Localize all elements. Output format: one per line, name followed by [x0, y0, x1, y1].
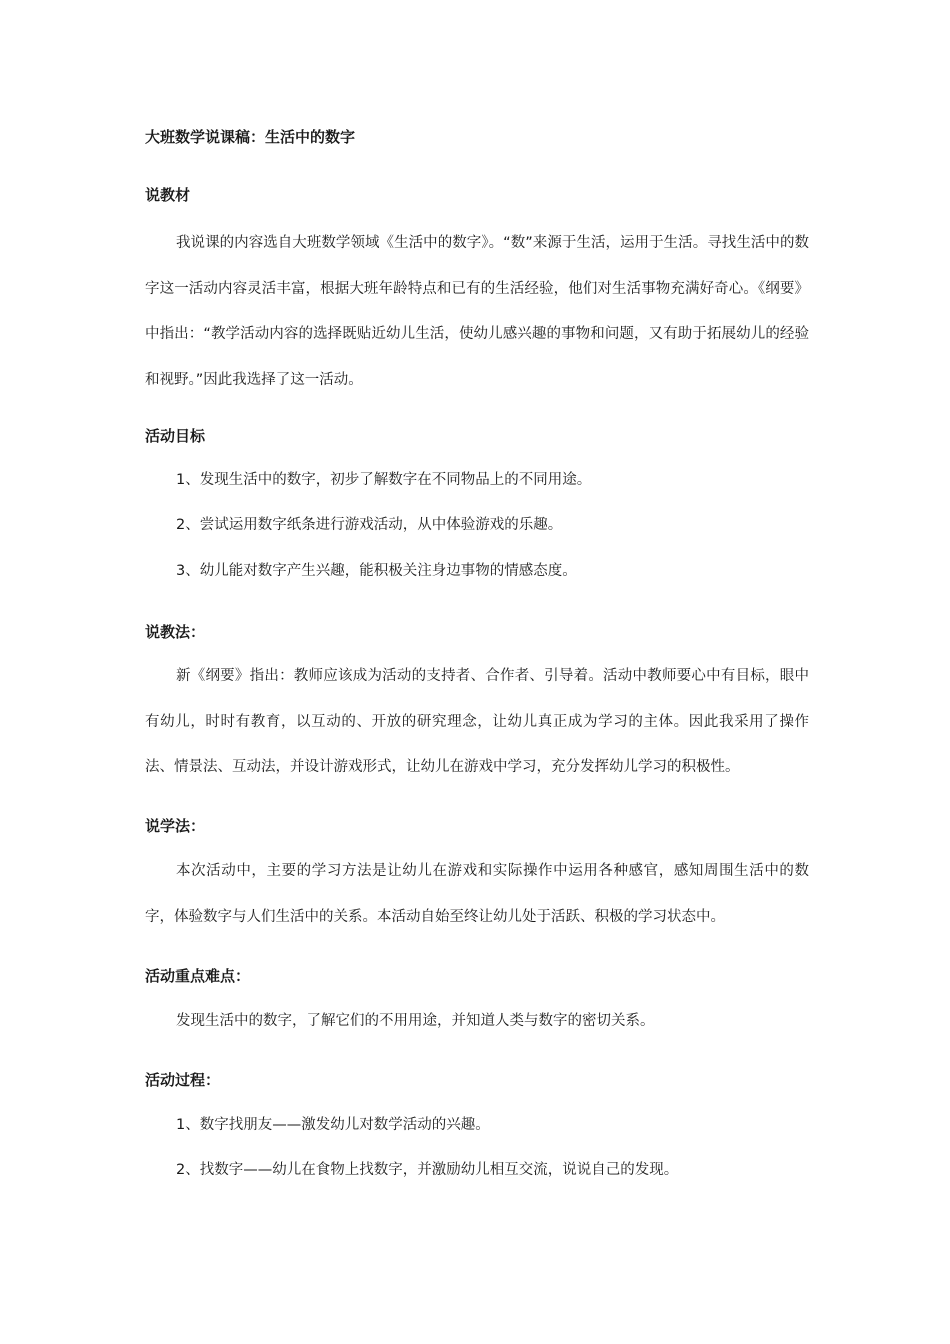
- goal-item-2: 2、尝试运用数字纸条进行游戏活动，从中体验游戏的乐趣。: [176, 517, 563, 533]
- section-heading-process: 活动过程：: [145, 1071, 221, 1089]
- section-heading-key-points: 活动重点难点：: [145, 967, 251, 985]
- document-title: 大班数学说课稿：生活中的数字: [145, 128, 356, 146]
- goal-item-1: 1、发现生活中的数字，初步了解数字在不同物品上的不同用途。: [176, 472, 592, 488]
- paragraph-teaching-method: 新《纲要》指出：教师应该成为活动的支持者、合作者、引导着。活动中教师要心中有目标，眼中有幼儿，时时有教育，以互动的、开放的研究理念，让幼儿真正成为学习的主体。因此我采用了操作法、情景法、互动法，并设计游戏形式，让幼儿在游戏中学习，充分发挥幼儿学习的积极性。: [145, 668, 809, 775]
- process-item-1: 1、数字找朋友——激发幼儿对数学活动的兴趣。: [176, 1117, 490, 1133]
- paragraph-materials: 我说课的内容选自大班数学领域《生活中的数字》。“数”来源于生活，运用于生活。寻找生活中的数字这一活动内容灵活丰富，根据大班年龄特点和已有的生活经验，他们对生活事物充满好奇心。《纲要》中指出：“教学活动内容的选择既贴近幼儿生活，使幼儿感兴趣的事物和问题，又有助于拓展幼儿的经验和视野。”因此我选择了这一活动。: [145, 235, 809, 388]
- section-heading-learning-method: 说学法：: [145, 817, 206, 835]
- process-item-2: 2、找数字——幼儿在食物上找数字，并激励幼儿相互交流，说说自己的发现。: [176, 1162, 679, 1178]
- paragraph-learning-method: 本次活动中，主要的学习方法是让幼儿在游戏和实际操作中运用各种感官，感知周围生活中的数字，体验数字与人们生活中的关系。本活动自始至终让幼儿处于活跃、积极的学习状态中。: [145, 863, 809, 925]
- paragraph-key-points: 发现生活中的数字，了解它们的不用用途，并知道人类与数字的密切关系。: [176, 1013, 655, 1029]
- goal-item-3: 3、幼儿能对数字产生兴趣，能积极关注身边事物的情感态度。: [176, 563, 577, 579]
- section-heading-materials: 说教材: [145, 186, 191, 204]
- section-heading-teaching-method: 说教法：: [145, 623, 206, 641]
- section-heading-goals: 活动目标: [145, 427, 206, 445]
